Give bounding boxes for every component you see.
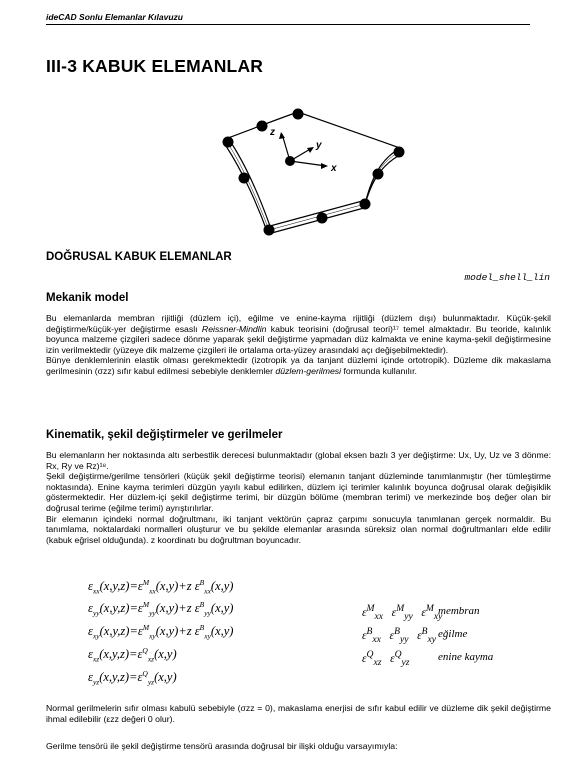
eq-exz: $\varepsilon_{xz}(x,y,z)=\varepsilon^Q_{xz}(x,y)$ xyxy=(88,646,177,664)
code-label: model_shell_lin xyxy=(464,272,550,283)
shell-top-surface xyxy=(228,112,400,226)
kinematik-p3: Bir elemanın içindeki normal doğrultmanı, iki tanjant vektörün çapraz çarpımı sonucuyla tanımlanan gerçek normaldir. Bu tanımlama, noktalardaki normalleri oluşturur ve bu şekilde elemanlar arasında süreksiz olan normal doğrultmanları elde edilir (kabuk eğrisel olduğunda). z koordinatı bu doğrultman boyuncadır. xyxy=(46,513,551,545)
axis-x-label: x xyxy=(331,163,337,174)
eq-exx: $\varepsilon_{xx}(x,y,z)=\varepsilon^M_{xx}(x,y)+z$ $\varepsilon^B_{xx}(x,y)$ xyxy=(88,578,234,596)
node-3 xyxy=(394,147,405,158)
footer-p2: Gerilme tensörü ile şekil değiştirme tensörü arasında doğrusal bir ilişki olduğu varsayımıyla: xyxy=(46,741,398,751)
kinematik-p1: Bu elemanların her noktasında altı serbestlik derecesi bulunmaktadır (global eksen bazlı 3 yer değiştirme: Ux, Uy, Uz ve 3 dönme: Rx, Ry ve Rz)¹⁸. xyxy=(46,450,551,471)
eq-eyz: $\varepsilon_{yz}(x,y,z)=\varepsilon^Q_{yz}(x,y)$ xyxy=(88,669,177,687)
shell-element-figure xyxy=(200,108,410,243)
node-4 xyxy=(264,225,275,236)
chapter-title: III-3 KABUK ELEMANLAR xyxy=(46,56,264,76)
node-7 xyxy=(317,213,328,224)
node-9 xyxy=(373,169,384,180)
axis-y-label: y xyxy=(316,140,322,151)
footer-p1: Normal gerilmelerin sıfır olması kabulü sebebiyle (σzz = 0), makaslama enerjisi de sıfır kabul edilir ve düzleme dik şekil değiştirme ihmal edilebilir (εzz değeri 0 olur). xyxy=(46,703,551,724)
axis-z-label: z xyxy=(270,127,275,138)
node-1 xyxy=(223,137,234,148)
heading-kinematik: Kinematik, şekil değiştirmeler ve gerilmeler xyxy=(46,429,283,441)
node-6 xyxy=(257,121,268,132)
membran-symbols: $\varepsilon^M_{xx}$ $\varepsilon^M_{yy}$ $\varepsilon^M_{xy}$ xyxy=(362,603,443,623)
enine-symbols: $\varepsilon^Q_{xz}$ $\varepsilon^Q_{yz}$ xyxy=(362,649,410,669)
kinematik-text xyxy=(46,450,551,545)
egilme-symbols: $\varepsilon^B_{xx}$ $\varepsilon^B_{yy}$ $\varepsilon^B_{xy}$ xyxy=(362,626,437,646)
label-membran: membran xyxy=(438,605,480,617)
label-enine-kayma: enine kayma xyxy=(438,651,494,663)
node-5 xyxy=(360,199,371,210)
label-egilme: eğilme xyxy=(438,628,468,640)
mekanik-text: Bu elemanlarda membran rijitliği (düzlem içi), eğilme ve enine-kayma rijitliği (düzlem dışı) bulunmaktadır. Küçük-şekil değiştirme/küçük-yer değiştirme esaslı Reissner-Mindlin kabuk teorisini (doğrusal teori)¹⁷ temel almaktadır. Bu teoride, kalınlık boyunca malzeme çizgileri sadece dönme yaparak şekil değiştirme yapmadan düz kalmakta ve enine kayma-şekil değiştirmesine izin verilmektedir (yüzeye dik malzeme çizgileri ile ortalama orta-yüzey arasındaki açı değişebilmektedir). Bünye denklemlerinin elastik olması gerekmektedir (izotropik ya da tanjant düzlemi içinde ortotropik). Düzleme dik makaslama gerilmesinin (σzz) sıfır kabul edilmesi sebebiyle denklemler düzlem-gerilmesi formunda kullanılır. xyxy=(46,313,552,376)
node-2 xyxy=(293,109,304,120)
running-header: ideCAD Sonlu Elemanlar Kılavuzu xyxy=(46,12,530,25)
heading-mekanik: Mekanik model xyxy=(46,292,129,304)
kinematik-p2: Şekil değiştirme/gerilme tensörleri (küçük şekil değiştirme teorisi) elemanın tanjant düzleminde tanımlanmıştır (her tümleştirme noktasında). Enine kayma terimleri düzgün yayılı kabul edilirken, düzlem içi terimler kalınlık boyunca doğrusal olarak değişiklik göstermektedir. Her düzlem-içi şekil değiştirme terimi, bir düzgün bölüme (membran terimi) ve merkezinde boş değer olan bir doğrusal terime (eğilme terimi) ayrıştırılırlar. xyxy=(46,471,551,513)
section-title: DOĞRUSAL KABUK ELEMANLAR xyxy=(46,251,232,263)
eq-exy: $\varepsilon_{xy}(x,y,z)=\varepsilon^M_{xy}(x,y)+z$ $\varepsilon^B_{xy}(x,y)$ xyxy=(88,623,234,641)
node-8 xyxy=(239,173,250,184)
eq-eyy: $\varepsilon_{yy}(x,y,z)=\varepsilon^M_{yy}(x,y)+z$ $\varepsilon^B_{yy}(x,y)$ xyxy=(88,600,234,618)
